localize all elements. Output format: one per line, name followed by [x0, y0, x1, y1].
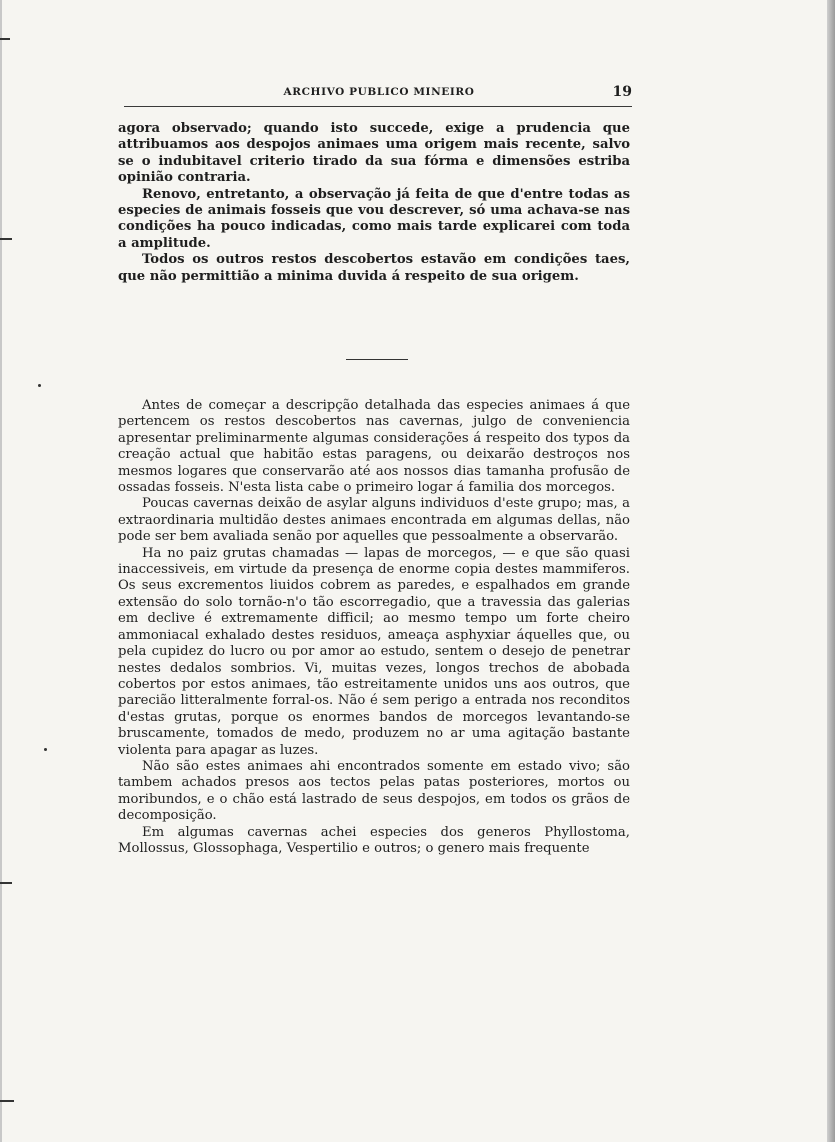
scan-speck: [38, 384, 41, 387]
section-separator: [346, 359, 408, 360]
paragraph: Ha no paiz grutas chamadas — lapas de morcegos, — e que são quasi inaccessiveis, em virtude da presença de enorme copia destes mammiferos. Os seus excrementos liuidos cobrem as paredes, e espalhados em grande extensão do solo tornão-n'o tão escorregadio, que a travessia das galerias em declive é extremamente difficil; ao mesmo tempo um forte cheiro ammoniacal exhalado destes residuos, ameaça asphyxiar áquelles que, ou pela cupidez do lucro ou por amor ao estudo, sentem o desejo de penetrar nestes dedalos sombrios. Vi, muitas vezes, longos trechos de abobada cobertos por estos animaes, tão estreitamente unidos uns aos outros, que parecião litteralmente forral-os. Não é sem perigo a entrada nos reconditos d'estas grutas, porque os enormes bandos de morcegos levantando-se bruscamente, tomados de medo, produzem no ar uma agitação bastante violenta para apagar as luzes.: [118, 545, 630, 758]
paragraph: Poucas cavernas deixão de asylar alguns individuos d'este grupo; mas, a extraordinaria multidão destes animaes encontrada em algumas dellas, não pode ser bem avaliada senão por aquelles que pessoalmente a observarão.: [118, 496, 630, 545]
paragraph: Renovo, entretanto, a observação já feita de que d'entre todas as especies de animais fosseis que vou descrever, só uma achava-se nas condições ha pouco indicadas, como mais tarde explicarei com toda a amplitude.: [118, 186, 630, 251]
running-title: ARCHIVO PUBLICO MINEIRO: [283, 86, 475, 98]
text-block-top: [118, 121, 630, 285]
margin-mark: [0, 238, 12, 240]
scan-speck: [44, 748, 47, 751]
margin-mark: [0, 38, 10, 40]
header-rule: [124, 106, 632, 107]
text-block-main: [118, 398, 630, 857]
paragraph: Antes de começar a descripção detalhada das especies animaes á que pertencem os restos descobertos nas cavernas, julgo de conveniencia apresentar preliminarmente algumas considerações á respeito dos typos da creação actual que habitão estas paragens, ou deixarão destroços nos mesmos logares que conservarão até aos nossos dias tamanha profusão de ossadas fosseis. N'esta lista cabe o primeiro logar á familia dos morcegos.: [118, 398, 630, 496]
margin-mark: [0, 882, 12, 884]
page-left-edge: [0, 0, 2, 1142]
paragraph: Todos os outros restos descobertos estavão em condições taes, que não permittião a minima duvida á respeito de sua origem.: [118, 252, 630, 284]
page-number: 19: [612, 84, 632, 100]
margin-mark: [0, 1100, 14, 1102]
running-header: [124, 84, 634, 106]
paragraph: Não são estes animaes ahi encontrados somente em estado vivo; são tambem achados presos aos tectos pelas patas posteriores, mortos ou moribundos, e o chão está lastrado de seus despojos, em todos os grãos de decomposição.: [118, 758, 630, 824]
page-binding-edge: [827, 0, 835, 1142]
paragraph: agora observado; quando isto succede, exige a prudencia que attribuamos aos despojos animaes uma origem mais recente, salvo se o indubitavel criterio tirado da sua fórma e dimensões estriba opinião contraria.: [118, 121, 630, 186]
paragraph: Em algumas cavernas achei especies dos generos Phyllostoma, Mollossus, Glossophaga, Vespertilio e outros; o genero mais frequente: [118, 824, 630, 856]
